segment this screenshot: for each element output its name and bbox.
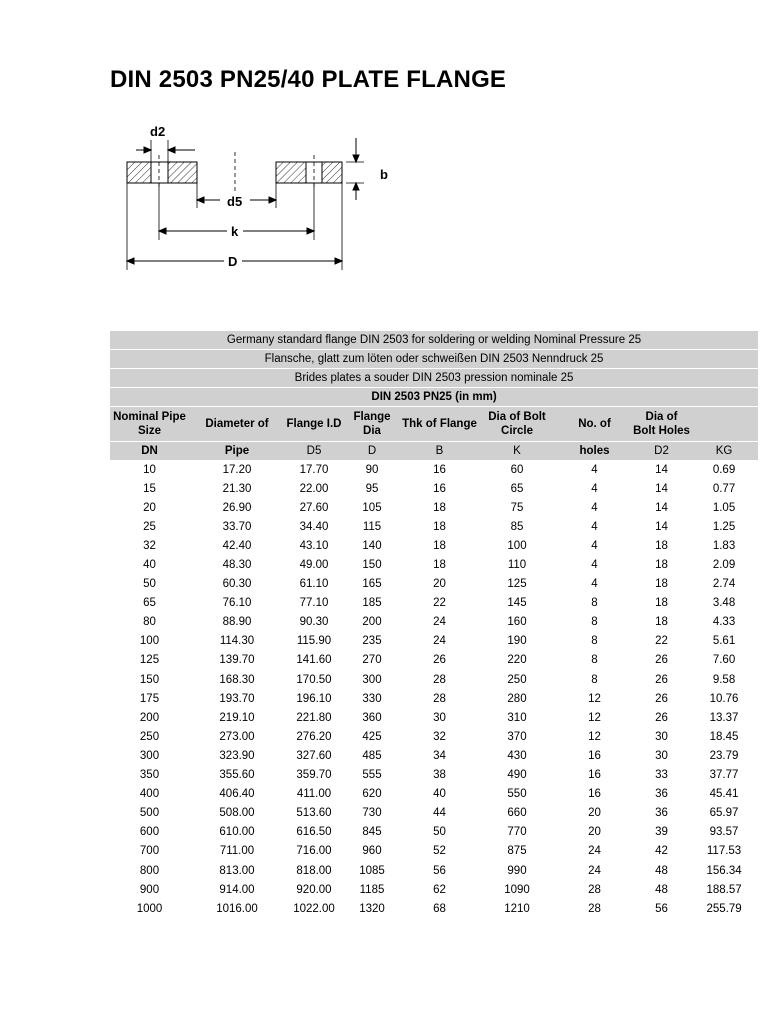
cell-flange-dia: 845 [362,826,382,839]
cell-pipe-diameter: 406.40 [219,788,255,801]
cell-pipe-diameter: 76.10 [222,597,252,610]
cell-thickness: 18 [433,520,446,533]
cell-flange-dia: 330 [362,692,382,705]
cell-flange-id: 141.60 [296,654,332,667]
cell-flange-id: 34.40 [299,520,329,533]
header-nominal-pipe-size: Nominal Pipe Size [110,407,189,442]
extension-lines [127,140,364,270]
cell-weight: 188.57 [706,883,742,896]
cell-bolt-hole-dia: 39 [655,826,668,839]
band-table-title: DIN 2503 PN25 (in mm) [110,388,758,407]
cell-holes: 4 [591,539,598,552]
cell-weight: 23.79 [709,749,739,762]
cell-flange-id: 49.00 [299,559,329,572]
cell-thickness: 30 [433,711,446,724]
cell-weight: 2.74 [712,578,736,591]
cell-flange-id: 359.70 [296,769,332,782]
table-row [110,746,758,765]
cell-flange-dia: 185 [362,597,382,610]
label-d5: d5 [227,194,243,209]
cell-bolt-hole-dia: 48 [655,864,668,877]
flange-spec-table [110,331,758,918]
cell-holes: 20 [588,807,601,820]
cell-thickness: 52 [433,845,446,858]
table-row [110,460,758,479]
header-flange-dia: Flange Dia [343,407,401,442]
cell-holes: 4 [591,578,598,591]
cell-pipe-diameter: 273.00 [219,730,255,743]
cell-pipe-diameter: 193.70 [219,692,255,705]
cell-bolt-hole-dia: 22 [655,635,668,648]
cell-flange-dia: 425 [362,730,382,743]
cell-thickness: 26 [433,654,446,667]
cell-bolt-hole-dia: 18 [655,539,668,552]
table-row [110,689,758,708]
cell-holes: 8 [591,673,598,686]
cell-bolt-hole-dia: 33 [655,769,668,782]
cell-bolt-circle: 280 [507,692,527,705]
table-row [110,613,758,632]
cell-flange-dia: 1320 [359,902,385,915]
band-row-french [110,369,758,388]
cell-weight: 10.76 [709,692,739,705]
cell-bolt-circle: 370 [507,730,527,743]
cell-dn: 125 [139,654,160,667]
cell-flange-id: 90.30 [299,616,329,629]
table-row [110,861,758,880]
cell-bolt-hole-dia: 36 [655,788,668,801]
cell-holes: 28 [588,902,601,915]
cell-weight: 2.09 [712,559,736,572]
cell-pipe-diameter: 711.00 [219,845,255,858]
cell-holes: 24 [588,864,601,877]
cell-bolt-hole-dia: 26 [655,692,668,705]
label-k: k [231,224,239,239]
cell-bolt-circle: 65 [510,482,524,495]
cell-pipe-diameter: 323.90 [219,749,255,762]
cell-bolt-circle: 770 [507,826,527,839]
header-thk-of-flange: Thk of Flange [401,407,478,442]
cell-bolt-circle: 1090 [504,883,530,896]
cell-holes: 8 [591,654,598,667]
cell-flange-dia: 485 [362,749,382,762]
cell-holes: 4 [591,463,598,476]
cell-thickness: 50 [433,826,446,839]
cell-bolt-hole-dia: 18 [655,559,668,572]
cell-bolt-hole-dia: 14 [655,482,668,495]
label-D: D [228,254,238,269]
cell-holes: 24 [588,845,601,858]
table-row [110,766,758,785]
unit-holes: holes [556,442,633,461]
cell-flange-id: 513.60 [296,807,332,820]
cell-pipe-diameter: 42.40 [222,539,252,552]
table-row [110,632,758,651]
header-diameter-of: Diameter of [189,407,285,442]
cell-bolt-hole-dia: 30 [655,749,668,762]
cell-pipe-diameter: 610.00 [219,826,255,839]
cell-bolt-circle: 220 [507,654,527,667]
cell-bolt-hole-dia: 14 [655,501,668,514]
cell-flange-id: 411.00 [296,788,332,801]
header-dia-bolt-holes: Dia of Bolt Holes [633,407,690,442]
cell-weight: 0.69 [712,463,736,476]
unit-k: K [478,442,556,461]
cell-thickness: 62 [433,883,446,896]
header-dia-bolt-circle: Dia of Bolt Circle [478,407,556,442]
cell-pipe-diameter: 17.20 [222,463,252,476]
cell-thickness: 68 [433,902,446,915]
table-row [110,498,758,517]
cell-flange-id: 196.10 [296,692,332,705]
cell-pipe-diameter: 355.60 [219,769,255,782]
cell-pipe-diameter: 60.30 [222,578,252,591]
unit-d: D [343,442,401,461]
cell-pipe-diameter: 219.10 [219,711,255,724]
cell-pipe-diameter: 21.30 [222,482,252,495]
cell-thickness: 56 [433,864,446,877]
cell-weight: 5.61 [712,635,736,648]
cell-bolt-hole-dia: 30 [655,730,668,743]
cell-holes: 8 [591,616,598,629]
dimension-d2 [136,147,195,153]
cell-weight: 65.97 [709,807,739,820]
cell-dn: 900 [139,883,160,896]
cell-pipe-diameter: 88.90 [222,616,252,629]
cell-bolt-hole-dia: 48 [655,883,668,896]
cell-holes: 12 [588,692,601,705]
cell-dn: 250 [139,730,160,743]
cell-flange-dia: 150 [362,559,382,572]
cell-flange-id: 1022.00 [293,902,335,915]
unit-pipe: Pipe [189,442,285,461]
cell-holes: 16 [588,769,601,782]
data-rows [110,460,758,918]
cell-bolt-circle: 310 [507,711,527,724]
cell-weight: 37.77 [709,769,739,782]
cell-bolt-hole-dia: 14 [655,463,668,476]
header-row [110,407,758,442]
table-row [110,479,758,498]
cell-holes: 28 [588,883,601,896]
cell-flange-id: 616.50 [296,826,332,839]
cell-thickness: 32 [433,730,446,743]
cell-flange-id: 716.00 [296,845,332,858]
cell-weight: 255.79 [706,902,742,915]
cell-thickness: 20 [433,578,446,591]
cell-dn: 175 [139,692,160,705]
band-row-german [110,350,758,369]
table-row [110,899,758,918]
band-french: Brides plates a souder DIN 2503 pression nominale 25 [110,369,758,388]
cell-holes: 4 [591,559,598,572]
cell-dn: 65 [143,597,156,610]
cell-bolt-hole-dia: 42 [655,845,668,858]
table-row [110,555,758,574]
cell-bolt-circle: 110 [507,559,527,572]
cell-dn: 500 [139,807,160,820]
band-row-english [110,331,758,350]
cell-thickness: 16 [433,463,446,476]
cell-flange-id: 43.10 [299,539,329,552]
cell-flange-dia: 140 [362,539,382,552]
band-german: Flansche, glatt zum löten oder schweißen DIN 2503 Nenndruck 25 [110,350,758,369]
cell-thickness: 40 [433,788,446,801]
cell-dn: 15 [143,482,156,495]
dimension-b [353,138,359,200]
cell-holes: 8 [591,635,598,648]
cell-flange-dia: 165 [362,578,382,591]
cell-weight: 18.45 [709,730,739,743]
cell-dn: 10 [143,463,156,476]
flange-diagram [120,120,410,280]
cell-weight: 156.34 [706,864,742,877]
cell-thickness: 22 [433,597,446,610]
cell-flange-id: 170.50 [296,673,332,686]
cell-flange-dia: 1085 [359,864,385,877]
cell-dn: 800 [139,864,160,877]
cell-flange-dia: 90 [365,463,379,476]
cell-flange-id: 221.80 [296,711,332,724]
cell-pipe-diameter: 168.30 [219,673,255,686]
cell-pipe-diameter: 114.30 [219,635,255,648]
cell-flange-id: 17.70 [299,463,329,476]
header-flange-id: Flange I.D [285,407,343,442]
cell-thickness: 16 [433,482,446,495]
cell-bolt-circle: 660 [507,807,527,820]
table-row [110,823,758,842]
cell-dn: 700 [139,845,160,858]
table-row [110,804,758,823]
table-row [110,785,758,804]
cell-weight: 4.33 [712,616,736,629]
cell-flange-id: 22.00 [299,482,329,495]
cell-dn: 300 [139,749,160,762]
cell-flange-dia: 620 [362,788,382,801]
cell-weight: 117.53 [706,845,742,858]
cell-dn: 1000 [136,902,163,915]
cell-pipe-diameter: 33.70 [222,520,252,533]
cell-weight: 1.83 [712,539,736,552]
label-d2: d2 [150,124,166,139]
cell-bolt-circle: 1210 [504,902,530,915]
cell-thickness: 18 [433,559,446,572]
cell-weight: 1.05 [712,501,736,514]
cell-flange-id: 818.00 [296,864,332,877]
cell-flange-dia: 270 [362,654,382,667]
cell-thickness: 44 [433,807,446,820]
cell-dn: 400 [139,788,160,801]
cell-pipe-diameter: 139.70 [219,654,255,667]
cell-pipe-diameter: 914.00 [219,883,255,896]
cell-bolt-hole-dia: 18 [655,597,668,610]
cell-holes: 20 [588,826,601,839]
page-title: DIN 2503 PN25/40 PLATE FLANGE [110,66,507,93]
cell-thickness: 18 [433,501,446,514]
cell-bolt-circle: 990 [507,864,527,877]
cell-weight: 45.41 [709,788,739,801]
cell-bolt-hole-dia: 26 [655,654,668,667]
table-row [110,880,758,899]
cell-weight: 93.57 [709,826,739,839]
unit-d5: D5 [285,442,343,461]
cell-weight: 9.58 [712,673,736,686]
cell-flange-id: 327.60 [296,749,332,762]
cell-bolt-hole-dia: 26 [655,673,668,686]
cell-holes: 16 [588,788,601,801]
units-row [110,442,758,461]
cell-flange-id: 115.90 [296,635,332,648]
cell-bolt-circle: 145 [507,597,527,610]
cell-pipe-diameter: 48.30 [222,559,252,572]
cell-bolt-circle: 490 [507,769,527,782]
cell-flange-dia: 1185 [359,883,385,896]
cell-flange-id: 61.10 [299,578,329,591]
table-row [110,842,758,861]
cell-weight: 7.60 [712,654,736,667]
cell-holes: 12 [588,711,601,724]
cell-dn: 150 [139,673,160,686]
cell-pipe-diameter: 508.00 [219,807,255,820]
table-row [110,708,758,727]
table-row [110,727,758,746]
label-b: b [380,167,388,182]
cell-bolt-hole-dia: 56 [655,902,668,915]
table-row [110,575,758,594]
cell-holes: 4 [591,501,598,514]
unit-kg: KG [690,442,758,461]
cell-dn: 200 [139,711,160,724]
cell-thickness: 34 [433,749,446,762]
cell-flange-dia: 95 [365,482,379,495]
cell-dn: 40 [143,559,156,572]
cell-flange-dia: 115 [362,520,382,533]
unit-b: B [401,442,478,461]
cell-bolt-circle: 75 [510,501,524,514]
cell-thickness: 38 [433,769,446,782]
cell-flange-id: 27.60 [299,501,329,514]
header-no-of: No. of [556,407,633,442]
cell-flange-id: 276.20 [296,730,332,743]
cell-bolt-circle: 160 [507,616,527,629]
cell-holes: 8 [591,597,598,610]
cell-bolt-hole-dia: 14 [655,520,668,533]
cell-bolt-hole-dia: 36 [655,807,668,820]
cell-flange-dia: 200 [362,616,382,629]
cell-dn: 80 [143,616,156,629]
cell-bolt-hole-dia: 18 [655,616,668,629]
cell-dn: 32 [143,539,156,552]
cell-flange-dia: 730 [362,807,382,820]
cell-dn: 50 [143,578,156,591]
band-row-title [110,388,758,407]
cell-bolt-circle: 100 [507,539,527,552]
cell-thickness: 28 [433,673,446,686]
cell-weight: 13.37 [709,711,739,724]
cell-dn: 350 [139,769,160,782]
cell-flange-id: 77.10 [299,597,329,610]
cell-flange-dia: 360 [362,711,382,724]
cell-bolt-circle: 125 [507,578,527,591]
cell-thickness: 24 [433,616,446,629]
unit-dn: DN [110,442,189,461]
unit-d2: D2 [633,442,690,461]
cell-bolt-circle: 190 [507,635,527,648]
table-row [110,594,758,613]
cell-thickness: 18 [433,539,446,552]
cell-dn: 600 [139,826,160,839]
cell-pipe-diameter: 813.00 [219,864,255,877]
cell-pipe-diameter: 26.90 [222,501,252,514]
cell-weight: 1.25 [712,520,736,533]
cell-thickness: 28 [433,692,446,705]
cell-bolt-circle: 60 [510,463,524,476]
cell-dn: 25 [143,520,156,533]
cell-holes: 12 [588,730,601,743]
cell-bolt-circle: 550 [507,788,527,801]
cell-pipe-diameter: 1016.00 [216,902,258,915]
cell-weight: 3.48 [712,597,736,610]
cell-flange-dia: 105 [362,501,382,514]
table-row [110,651,758,670]
cell-flange-dia: 960 [362,845,382,858]
cell-flange-dia: 235 [362,635,382,648]
table-row [110,670,758,689]
cell-flange-id: 920.00 [296,883,332,896]
cell-dn: 20 [143,501,156,514]
cell-holes: 16 [588,749,601,762]
cell-flange-dia: 555 [362,769,382,782]
table-row [110,536,758,555]
cell-bolt-hole-dia: 18 [655,578,668,591]
cell-holes: 4 [591,482,598,495]
cell-flange-dia: 300 [362,673,382,686]
cell-dn: 100 [139,635,160,648]
cell-weight: 0.77 [712,482,736,495]
cell-holes: 4 [591,520,598,533]
cell-bolt-circle: 250 [507,673,527,686]
band-english: Germany standard flange DIN 2503 for soldering or welding Nominal Pressure 25 [110,331,758,350]
cell-bolt-circle: 875 [507,845,527,858]
header-weight [690,407,758,442]
table-row [110,517,758,536]
cell-bolt-circle: 85 [510,520,524,533]
cell-bolt-hole-dia: 26 [655,711,668,724]
cell-thickness: 24 [433,635,446,648]
cell-bolt-circle: 430 [507,749,527,762]
